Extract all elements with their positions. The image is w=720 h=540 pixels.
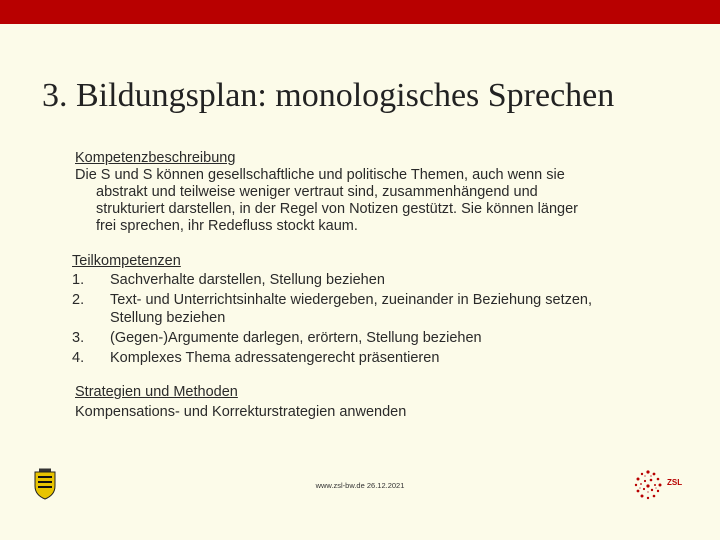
teilkompetenzen-section	[72, 253, 692, 369]
kompetenz-line-3: strukturiert darstellen, in der Regel von Notizen gestützt. Sie können länger	[96, 201, 578, 217]
footer-url-date: www.zsl-bw.de 26.12.2021	[315, 481, 405, 490]
list-item: 3. (Gegen-)Argumente darlegen, erörtern, Stellung beziehen	[72, 330, 482, 346]
page-title: 3. Bildungsplan: monologisches Sprechen	[42, 77, 615, 114]
list-item: 1. Sachverhalte darstellen, Stellung beziehen	[72, 272, 385, 288]
kompetenz-line-2: abstrakt und teilweise weniger vertraut sind, zusammenhängend und	[96, 184, 538, 200]
kompetenz-section	[75, 150, 675, 235]
zsl-logo-icon	[630, 466, 692, 502]
kompetenz-line-4: frei sprechen, ihr Redefluss stockt kaum.	[96, 218, 358, 234]
strategien-heading: Strategien und Methoden	[75, 384, 238, 400]
zsl-label: ZSL	[667, 478, 683, 487]
list-item: 2. Text- und Unterrichtsinhalte wiedergeben, zueinander in Beziehung setzen, Stellung beziehen	[72, 292, 593, 326]
kompetenz-heading: Kompetenzbeschreibung	[75, 150, 236, 166]
top-bar	[0, 0, 720, 24]
teilkompetenzen-heading: Teilkompetenzen	[72, 253, 181, 269]
strategien-section	[75, 384, 675, 421]
strategien-text: Kompensations- und Korrekturstrategien anwenden	[75, 404, 407, 420]
kompetenz-line-1: Die S und S können gesellschaftliche und politische Themen, auch wenn sie	[75, 167, 565, 183]
list-item: 4. Komplexes Thema adressatengerecht präsentieren	[72, 350, 440, 366]
